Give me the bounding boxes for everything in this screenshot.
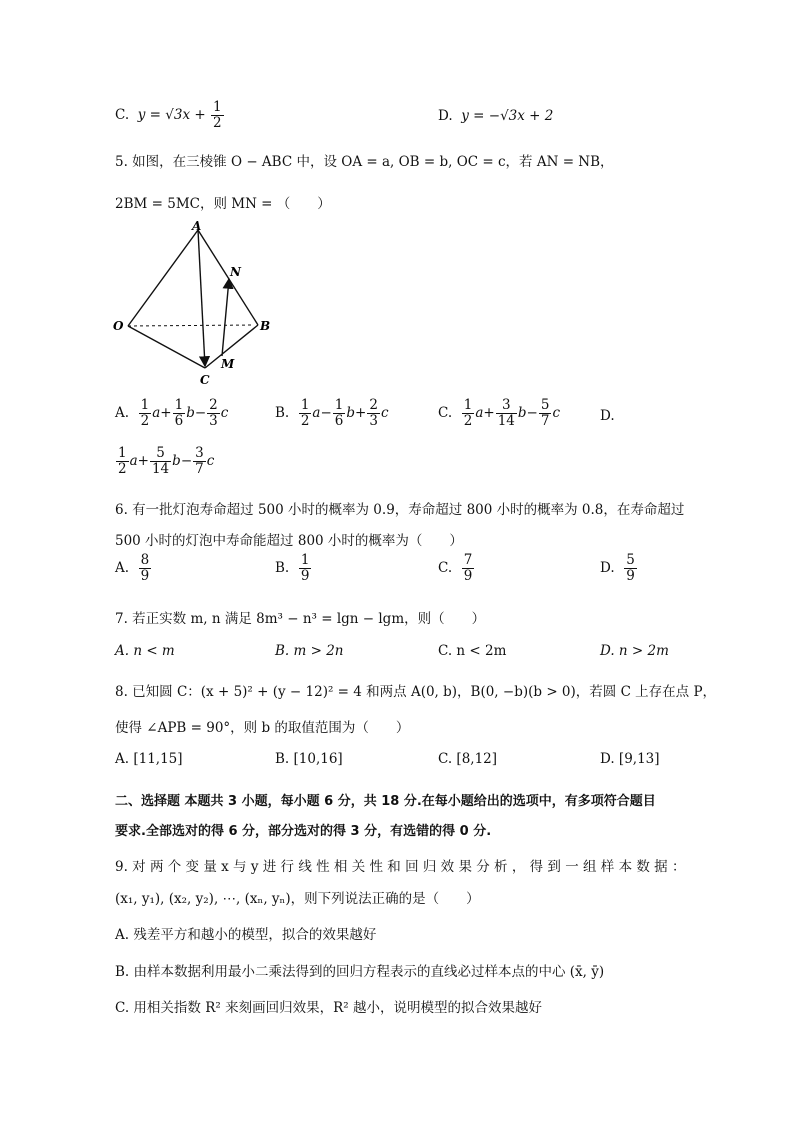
q8-option-a: A. [11,15] bbox=[115, 751, 183, 767]
point-m-label: M bbox=[221, 357, 235, 371]
operator: − bbox=[320, 404, 332, 421]
fraction-den: 3 bbox=[369, 412, 378, 429]
fraction bbox=[139, 398, 152, 429]
q5-option-b bbox=[275, 398, 389, 429]
fraction bbox=[333, 398, 346, 429]
point-n-label: N bbox=[230, 265, 241, 279]
q8-stem-line2: 使得 ∠APB = 90°，则 b 的取值范围为（ ） bbox=[115, 720, 410, 736]
option-expr: y = −√3x + 2 bbox=[461, 108, 554, 124]
fraction-num: 1 bbox=[212, 99, 222, 115]
option-expr: y = √3x + bbox=[137, 106, 210, 123]
option-label: A. bbox=[115, 404, 130, 421]
fraction bbox=[139, 553, 152, 584]
vector-symbol: c bbox=[206, 452, 215, 469]
vector-symbol: a bbox=[129, 452, 138, 469]
q4-option-c bbox=[115, 100, 225, 131]
fraction-num: 7 bbox=[463, 552, 473, 568]
vector-symbol: b bbox=[517, 404, 527, 421]
q9-stem-line1: 9. 对 两 个 变 量 x 与 y 进 行 线 性 相 关 性 和 回 归 效 果 分 析 ， 得 到 一 组 样 本 数 据 ： bbox=[115, 859, 686, 875]
q6-option-d bbox=[600, 553, 638, 584]
vector-symbol: a bbox=[475, 404, 484, 421]
q7-option-c: C. n < 2m bbox=[438, 643, 507, 659]
q8-option-d: D. [9,13] bbox=[600, 751, 660, 767]
fraction-den: 2 bbox=[212, 114, 222, 131]
vector-symbol: a bbox=[152, 404, 161, 421]
q9-option-b: B. 由样本数据利用最小二乘法得到的回归方程表示的直线必过样本点的中心 (x̄, ȳ) bbox=[115, 964, 605, 980]
fraction bbox=[462, 553, 475, 584]
fraction-num: 1 bbox=[463, 397, 473, 413]
vector-symbol: b bbox=[186, 404, 195, 421]
fraction-num: 1 bbox=[300, 552, 310, 568]
tetrahedron-figure bbox=[108, 218, 288, 390]
q9-stem-line2: (x₁, y₁), (x₂, y₂), ⋯, (xₙ, yₙ)，则下列说法正确的是（ ） bbox=[115, 891, 480, 907]
fraction-den: 2 bbox=[140, 412, 150, 429]
fraction-den: 9 bbox=[463, 567, 473, 584]
fraction-num: 1 bbox=[300, 397, 310, 413]
q7-option-a: A. n < m bbox=[115, 643, 175, 659]
vector-symbol: c bbox=[220, 404, 229, 421]
q8-option-c: C. [8,12] bbox=[438, 751, 498, 767]
fraction bbox=[116, 446, 129, 477]
q6-stem-line1: 6. 有一批灯泡寿命超过 500 小时的概率为 0.9，寿命超过 800 小时的概率为 0.8，在寿命超过 bbox=[115, 502, 685, 518]
point-c-label: C bbox=[200, 373, 210, 387]
point-a-label: A bbox=[192, 219, 202, 233]
fraction-num: 5 bbox=[150, 446, 171, 462]
operator: − bbox=[526, 404, 538, 421]
fraction-num: 1 bbox=[118, 445, 127, 461]
q6-option-a bbox=[115, 553, 152, 584]
option-label: B. bbox=[275, 404, 290, 421]
q7-option-b: B. m > 2n bbox=[275, 643, 344, 659]
fraction-den: 7 bbox=[195, 460, 204, 477]
vector-symbol: b bbox=[172, 452, 181, 469]
point-o-label: O bbox=[113, 319, 124, 333]
option-label: C. bbox=[115, 106, 130, 123]
fraction bbox=[539, 398, 552, 429]
section2-heading-line2: 要求.全部选对的得 6 分，部分选对的得 3 分，有选错的得 0 分. bbox=[115, 824, 492, 839]
q7-stem: 7. 若正实数 m, n 满足 8m³ − n³ = lgn − lgm，则（ ） bbox=[115, 611, 486, 627]
fraction-num: 5 bbox=[540, 397, 550, 413]
fraction-num: 1 bbox=[174, 397, 184, 413]
q9-option-c: C. 用相关指数 R² 来刻画回归效果，R² 越小，说明模型的拟合效果越好 bbox=[115, 1000, 542, 1016]
fraction bbox=[193, 446, 206, 477]
fraction-num: 3 bbox=[195, 445, 204, 461]
fraction-num: 3 bbox=[496, 398, 517, 414]
fraction-num: 1 bbox=[140, 397, 150, 413]
q6-option-c bbox=[438, 553, 475, 584]
q6-stem-line2: 500 小时的灯泡中寿命能超过 800 小时的概率为（ ） bbox=[115, 533, 463, 549]
option-label: C. bbox=[438, 559, 453, 576]
fraction-den: 7 bbox=[540, 412, 550, 429]
fraction-den: 9 bbox=[626, 567, 635, 584]
edge-oa bbox=[128, 230, 198, 326]
fraction-den: 14 bbox=[151, 460, 170, 477]
section2-heading-line1: 二、选择题 本题共 3 小题，每小题 6 分，共 18 分.在每小题给出的选项中，有多项符合题目 bbox=[115, 794, 656, 809]
q5-option-d bbox=[115, 446, 214, 477]
fraction-den: 9 bbox=[140, 567, 150, 584]
operator: + bbox=[137, 452, 149, 469]
q4-option-d bbox=[438, 108, 553, 124]
option-label: C. bbox=[438, 404, 453, 421]
fraction-den: 14 bbox=[497, 412, 515, 429]
edge-ab bbox=[198, 230, 258, 325]
operator: + bbox=[355, 404, 367, 421]
fraction bbox=[299, 553, 312, 584]
option-label: B. bbox=[275, 559, 290, 576]
operator: − bbox=[180, 452, 193, 469]
fraction bbox=[367, 398, 380, 429]
q9-option-a: A. 残差平方和越小的模型，拟合的效果越好 bbox=[115, 927, 377, 943]
vector-symbol: a bbox=[312, 404, 321, 421]
fraction-den: 6 bbox=[174, 412, 184, 429]
operator: + bbox=[160, 404, 172, 421]
q5-option-c bbox=[438, 398, 560, 429]
q8-option-b: B. [10,16] bbox=[275, 751, 343, 767]
vector-mn bbox=[222, 279, 229, 356]
fraction-num: 1 bbox=[334, 397, 344, 413]
fraction-num: 5 bbox=[626, 552, 635, 568]
option-label: D. bbox=[438, 108, 453, 124]
fraction bbox=[624, 553, 637, 584]
fraction-den: 3 bbox=[209, 412, 218, 429]
vector-symbol: c bbox=[380, 404, 389, 421]
fraction bbox=[173, 398, 186, 429]
edge-oc bbox=[128, 326, 205, 368]
vector-ac bbox=[198, 230, 205, 366]
option-label: D. bbox=[600, 559, 615, 576]
fraction-den: 2 bbox=[118, 460, 127, 477]
point-b-label: B bbox=[260, 319, 271, 333]
fraction-num: 2 bbox=[369, 397, 378, 413]
fraction bbox=[462, 398, 475, 429]
fraction bbox=[496, 398, 517, 429]
q5-stem-line1: 5. 如图，在三棱锥 O − ABC 中，设 OA = a, OB = b, OC = c，若 AN = NB， bbox=[115, 154, 614, 170]
vector-symbol: b bbox=[346, 404, 356, 421]
edge-ob-hidden bbox=[128, 325, 254, 326]
fraction bbox=[211, 100, 224, 131]
fraction-num: 2 bbox=[209, 397, 218, 413]
fraction bbox=[150, 446, 171, 477]
fraction bbox=[299, 398, 312, 429]
fraction-den: 6 bbox=[334, 412, 344, 429]
q7-option-d: D. n > 2m bbox=[600, 643, 669, 659]
q5-option-a bbox=[115, 398, 228, 429]
vector-symbol: c bbox=[552, 404, 561, 421]
q5-stem-line2: 2BM = 5MC，则 MN = （ ） bbox=[115, 196, 331, 212]
fraction-den: 2 bbox=[300, 412, 310, 429]
option-label: A. bbox=[115, 559, 130, 576]
fraction bbox=[207, 398, 220, 429]
fraction-num: 8 bbox=[140, 552, 150, 568]
operator: − bbox=[194, 404, 207, 421]
operator: + bbox=[483, 404, 495, 421]
q6-option-b bbox=[275, 553, 312, 584]
fraction-den: 2 bbox=[463, 412, 473, 429]
q5-option-d-label: D. bbox=[600, 408, 615, 424]
fraction-den: 9 bbox=[300, 567, 310, 584]
q8-stem-line1: 8. 已知圆 C：(x + 5)² + (y − 12)² = 4 和两点 A(0, b)，B(0, −b)(b > 0)，若圆 C 上存在点 P， bbox=[115, 684, 717, 700]
